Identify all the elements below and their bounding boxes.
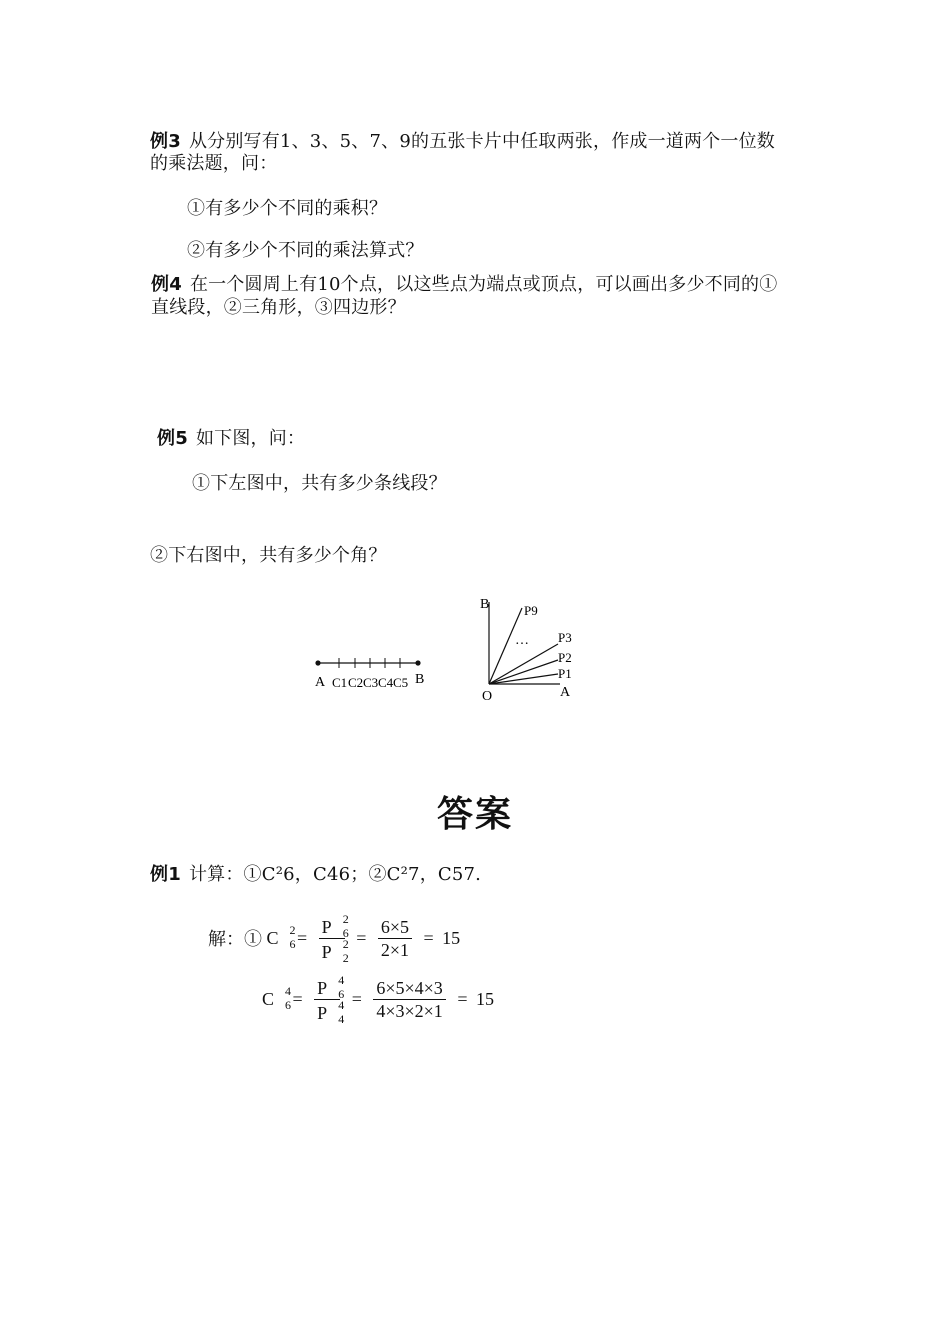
ex4-line-2: 直线段，②三角形，③四边形？: [151, 297, 406, 318]
label-p2: P2: [558, 650, 572, 665]
eq2-equals-1: =: [292, 988, 303, 1009]
ellipsis-label: …: [515, 633, 529, 648]
eq1-result: 15: [442, 927, 461, 948]
ex5-line: [157, 428, 305, 450]
ex3-text-1: 从分别写有1、3、5、7、9的五张卡片中任取两张，作成一道两个一位数: [188, 131, 775, 152]
solution-equation-1: [208, 911, 461, 965]
answer-ex1-text: 计算：①C²6，C46；②C²7，C57.: [188, 864, 482, 885]
point-a-dot: [315, 660, 320, 665]
label-c1: C1: [332, 675, 348, 690]
eq2-result: 15: [475, 988, 494, 1009]
ex3-line-2: 的乘法题，问：: [150, 153, 278, 174]
ex4-line-1: [151, 274, 777, 296]
answer-ex1-line: [150, 864, 481, 886]
eq2-lhs: C 4 6: [262, 984, 292, 1013]
eq2-equals-2: =: [351, 988, 362, 1009]
label-b: B: [415, 672, 425, 687]
ex3-line-1: [150, 131, 775, 153]
solution-prefix: 解：①: [208, 929, 262, 950]
label-p1: P1: [558, 666, 572, 681]
label-c4: C4: [378, 675, 394, 690]
ex5-question-2: ②下右图中，共有多少个角？: [150, 545, 387, 566]
segment-figure: [305, 645, 435, 695]
ex5-text: 如下图，问：: [195, 428, 306, 449]
eq2-numeric-fraction: $\frac{6\times 5\times 4\times 3}{4\times 3\times 2\times 1}$: [373, 977, 445, 1022]
ex4-text-1: 在一个圆周上有10个点，以这些点为端点或顶点，可以画出多少不同的①: [189, 274, 778, 295]
eq1-p-fraction: P 2 6 P 2 2: [319, 914, 345, 963]
answer-ex1-label: 例1: [150, 864, 181, 885]
eq2-p-fraction: P 4 6 P 4 4: [314, 975, 340, 1024]
label-b-ray: B: [480, 597, 490, 612]
answers-title: 答案: [436, 794, 513, 835]
label-a: A: [315, 675, 326, 690]
label-a-ray: A: [560, 685, 571, 700]
solution-equation-2: [262, 972, 494, 1026]
label-c3: C3: [363, 675, 379, 690]
label-p3: P3: [558, 630, 572, 645]
point-b-dot: [415, 660, 420, 665]
ray-op1: [489, 674, 558, 684]
label-c2: C2: [348, 675, 364, 690]
eq1-equals-1: =: [297, 927, 308, 948]
ex5-label: 例5: [157, 428, 188, 449]
eq1-numeric-fraction: $\frac{6\times 5}{2\times 1}$: [378, 916, 412, 961]
eq1-lhs: C 2 6: [266, 923, 296, 952]
eq1-equals-3: =: [423, 927, 434, 948]
label-c5: C5: [393, 675, 409, 690]
angle-figure: [470, 590, 590, 705]
label-p9: P9: [524, 603, 538, 618]
ex3-question-2: ②有多少个不同的乘法算式？: [187, 240, 424, 261]
ex4-label: 例4: [151, 274, 182, 295]
eq2-equals-3: =: [457, 988, 468, 1009]
ex5-question-1: ①下左图中，共有多少条线段？: [192, 473, 447, 494]
eq1-equals-2: =: [356, 927, 367, 948]
ex3-question-1: ①有多少个不同的乘积？: [187, 198, 388, 219]
ex3-label: 例3: [150, 131, 181, 152]
label-o: O: [482, 689, 493, 704]
